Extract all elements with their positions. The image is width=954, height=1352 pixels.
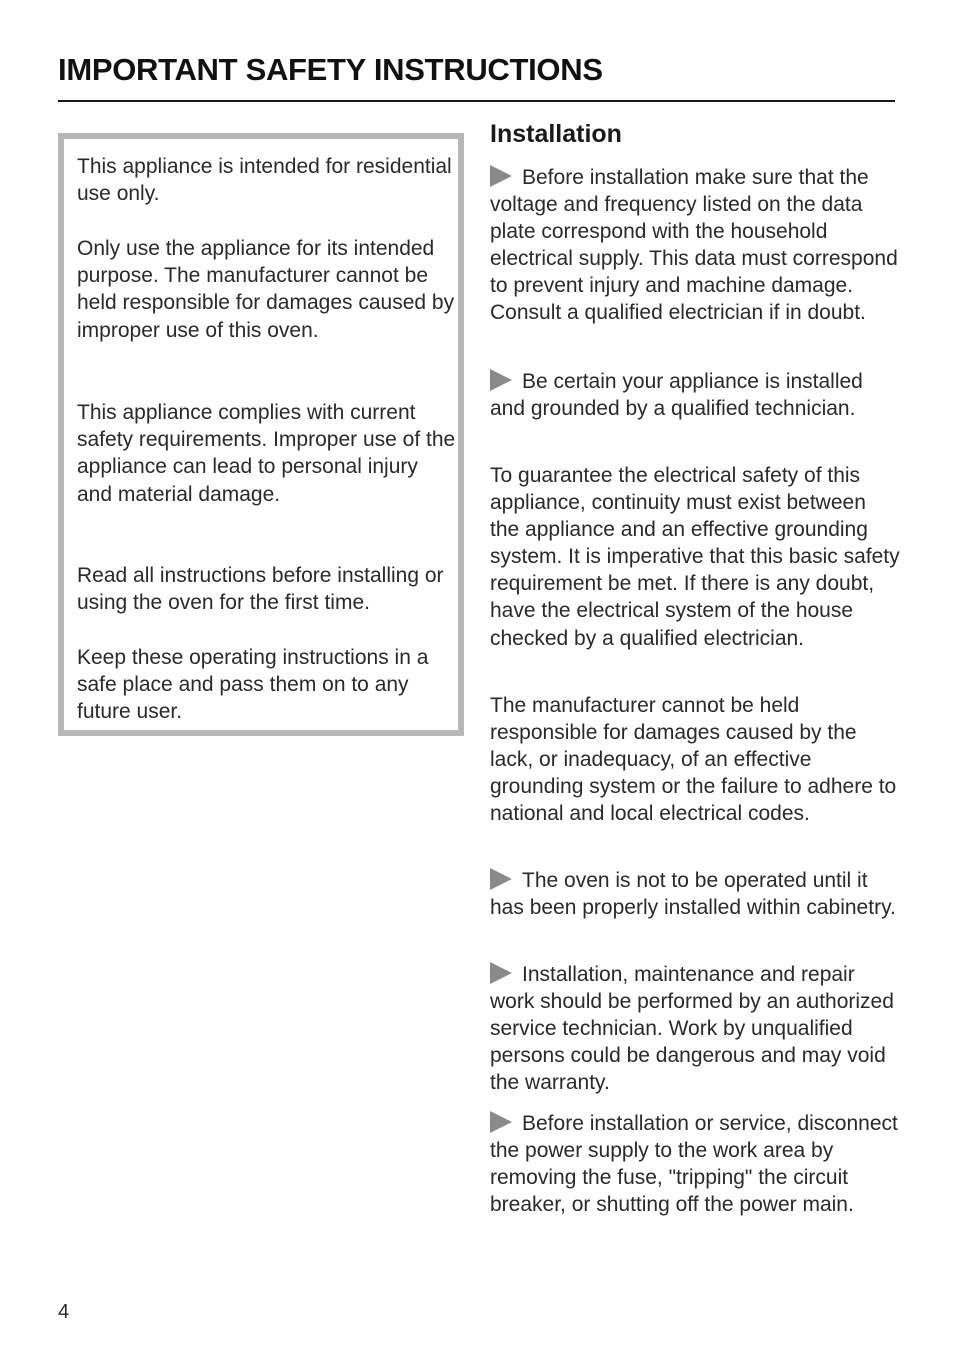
notice-paragraph-intended-purpose: Only use the appliance for its intended purpose. The manufacturer cannot be held responsible for damages caused by improper use of this oven. (77, 237, 455, 342)
notice-paragraph-read-instructions: Read all instructions before installing or using the oven for the first time. (77, 564, 444, 615)
installation-item-grounded (490, 368, 900, 422)
installation-paragraph-electrical-safety: To guarantee the electrical safety of this appliance, continuity must exist between the appliance and an effective grounding system. It is imperative that this basic safety requirement be met. If there is any doubt, have the electrical system of the house checked by a qualified electrician. (490, 464, 900, 650)
installation-item-text: Before installation make sure that the voltage and frequency listed on the data plate correspond with the household electrical supply. This data must correspond to prevent injury and machine damage. Consult a qualified electrician if in doubt. (490, 166, 898, 325)
installation-item-text: Before installation or service, disconnect the power supply to the work area by removing the fuse, "tripping" the circuit breaker, or shutting off the power main. (490, 1112, 898, 1217)
safety-notice-box (58, 133, 464, 736)
installation-paragraph-manufacturer: The manufacturer cannot be held responsible for damages caused by the lack, or inadequacy, of an effective grounding system or the failure to adhere to national and local electrical codes. (490, 694, 897, 826)
installation-item-text: Installation, maintenance and repair work should be performed by an authorized service technician. Work by unqualified persons could be dangerous and may void the warranty. (490, 963, 894, 1095)
right-triangle-arrow-icon (490, 165, 512, 187)
right-triangle-arrow-icon (490, 962, 512, 984)
installation-item-text: The oven is not to be operated until it has been properly installed within cabinetry. (490, 869, 896, 920)
page-title: IMPORTANT SAFETY INSTRUCTIONS (58, 52, 603, 87)
notice-paragraph-residential: This appliance is intended for residential use only. (77, 155, 452, 206)
page-number: 4 (58, 1301, 70, 1323)
installation-item-text: Be certain your appliance is installed and grounded by a qualified technician. (490, 370, 863, 421)
right-triangle-arrow-icon (490, 1111, 512, 1133)
installation-item-cabinetry (490, 867, 900, 921)
installation-item-service-technician (490, 961, 900, 1096)
installation-item-voltage (490, 164, 900, 327)
installation-item-disconnect-power (490, 1110, 900, 1218)
installation-heading: Installation (490, 120, 622, 148)
right-triangle-arrow-icon (490, 868, 512, 890)
notice-paragraph-compliance: This appliance complies with current safety requirements. Improper use of the appliance can lead to personal injury and material damage. (77, 401, 456, 506)
notice-paragraph-keep-instructions: Keep these operating instructions in a safe place and pass them on to any future user. (77, 646, 429, 724)
title-divider (58, 100, 895, 102)
right-triangle-arrow-icon (490, 369, 512, 391)
